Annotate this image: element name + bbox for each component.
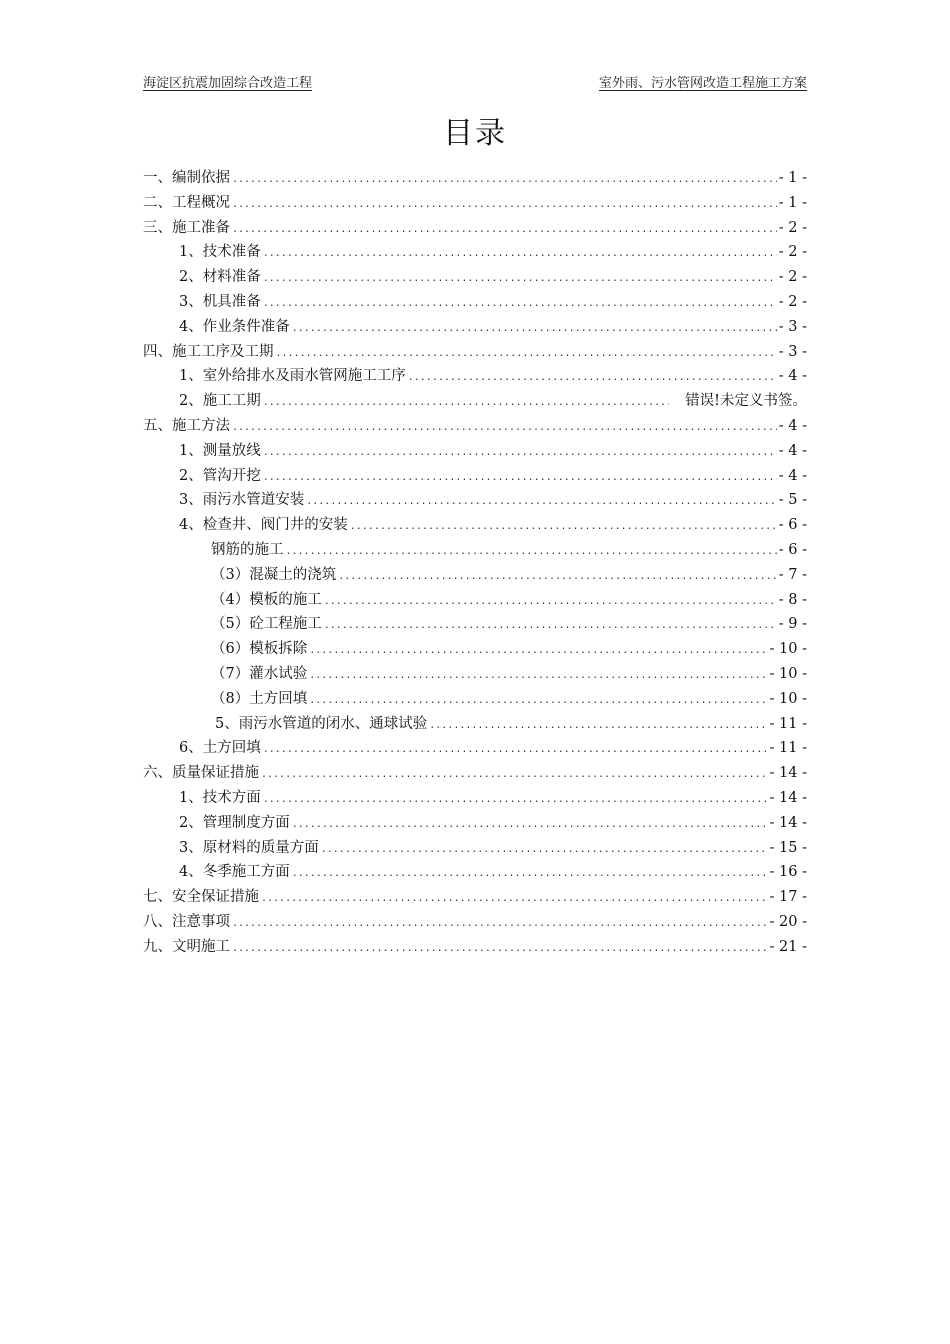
toc-entry-label: 3、机具准备 — [179, 293, 261, 310]
header-project-name: 海淀区抗震加固综合改造工程 — [143, 76, 313, 91]
toc-entry[interactable] — [143, 712, 807, 737]
toc-entry[interactable] — [143, 414, 807, 439]
toc-leader-dots — [232, 918, 768, 929]
toc-entry[interactable] — [143, 637, 807, 662]
toc-entry[interactable] — [143, 538, 807, 563]
toc-entry[interactable] — [143, 290, 807, 315]
toc-entry[interactable] — [143, 761, 807, 786]
toc-entry[interactable] — [143, 836, 807, 861]
toc-entry-label: 6、土方回填 — [179, 740, 261, 757]
toc-entry-page: - 15 - — [769, 839, 807, 856]
toc-leader-dots — [232, 422, 777, 433]
toc-entry-label: 1、技术方面 — [179, 789, 261, 806]
toc-entry-label: 六、质量保证措施 — [143, 765, 259, 782]
toc-entry[interactable] — [143, 736, 807, 761]
toc-leader-dots — [338, 571, 777, 582]
toc-entry-page: - 8 - — [778, 591, 807, 608]
toc-entry-page: - 1 - — [778, 170, 807, 186]
toc-entry-label: 五、施工方法 — [143, 417, 230, 434]
toc-entry[interactable] — [143, 439, 807, 464]
toc-entry-page: - 4 - — [778, 417, 807, 434]
toc-entry-page: - 5 - — [778, 492, 807, 509]
toc-entry[interactable] — [143, 315, 807, 340]
toc-entry[interactable] — [143, 860, 807, 885]
table-of-contents — [143, 166, 807, 960]
toc-entry-page: - 16 - — [769, 864, 807, 881]
toc-entry[interactable] — [143, 364, 807, 389]
toc-entry-page: - 6 - — [778, 541, 807, 558]
toc-entry-page: - 17 - — [769, 889, 807, 906]
toc-leader-dots — [324, 620, 777, 631]
toc-entry-page: - 3 - — [778, 343, 807, 360]
toc-leader-dots — [324, 596, 777, 607]
toc-entry-label: （7）灌水试验 — [211, 665, 308, 682]
toc-leader-dots — [292, 868, 768, 879]
toc-leader-dots — [321, 844, 768, 855]
toc-entry-page: - 14 - — [769, 765, 807, 782]
toc-entry-label: 4、作业条件准备 — [179, 318, 290, 335]
toc-leader-dots — [232, 943, 768, 954]
toc-entry-label: 3、原材料的质量方面 — [179, 839, 319, 856]
toc-entry-page: - 2 - — [778, 293, 807, 310]
toc-entry-page: - 20 - — [769, 913, 807, 930]
toc-entry-page: - 11 - — [769, 715, 807, 732]
toc-entry-page: - 9 - — [778, 616, 807, 633]
toc-leader-dots — [263, 472, 777, 483]
toc-entry[interactable] — [143, 786, 807, 811]
toc-leader-dots — [232, 174, 777, 185]
toc-entry[interactable] — [143, 935, 807, 960]
page-title: 目录 — [443, 116, 507, 151]
toc-entry-page: - 2 - — [778, 269, 807, 286]
toc-entry-page: - 4 - — [778, 368, 807, 385]
toc-leader-dots — [263, 273, 777, 284]
toc-entry-page: - 14 - — [769, 789, 807, 806]
toc-entry-page: - 2 - — [778, 244, 807, 261]
toc-entry[interactable] — [143, 662, 807, 687]
toc-entry-page: - 4 - — [778, 467, 807, 484]
toc-entry[interactable] — [143, 191, 807, 216]
toc-entry[interactable] — [143, 612, 807, 637]
toc-leader-dots — [309, 670, 767, 681]
toc-entry[interactable] — [143, 389, 807, 414]
toc-entry-page: - 14 - — [769, 814, 807, 831]
toc-entry-page: - 21 - — [769, 938, 807, 955]
toc-entry-page: - 2 - — [778, 219, 807, 236]
toc-leader-dots — [263, 298, 777, 309]
toc-entry-label: 2、材料准备 — [179, 269, 261, 286]
toc-entry[interactable] — [143, 885, 807, 910]
toc-entry-label: （6）模板拆除 — [211, 641, 308, 658]
toc-leader-dots — [286, 546, 777, 557]
toc-entry-page: - 1 - — [778, 194, 807, 211]
toc-entry[interactable] — [143, 464, 807, 489]
toc-entry-label: 1、室外给排水及雨水管网施工工序 — [179, 368, 406, 385]
toc-leader-dots — [263, 794, 768, 805]
toc-entry-label: 4、冬季施工方面 — [179, 864, 290, 881]
toc-entry[interactable] — [143, 513, 807, 538]
toc-entry[interactable] — [143, 488, 807, 513]
toc-entry-label: 5、雨污水管道的闭水、通球试验 — [215, 715, 428, 732]
header-document-title: 室外雨、污水管网改造工程施工方案 — [598, 76, 807, 91]
toc-entry-label: 九、文明施工 — [143, 938, 230, 955]
toc-entry-label: 三、施工准备 — [143, 219, 230, 236]
toc-entry[interactable] — [143, 166, 807, 191]
toc-leader-dots — [306, 496, 777, 507]
toc-entry-page: - 6 - — [778, 517, 807, 534]
toc-entry-label: （4）模板的施工 — [211, 591, 322, 608]
toc-entry[interactable] — [143, 340, 807, 365]
toc-entry[interactable] — [143, 687, 807, 712]
toc-leader-dots — [408, 372, 777, 383]
toc-entry-label: 1、测量放线 — [179, 442, 261, 459]
toc-entry-label: （3）混凝土的浇筑 — [211, 566, 337, 583]
toc-leader-dots — [429, 720, 767, 731]
toc-leader-dots — [292, 323, 777, 334]
toc-leader-dots — [261, 769, 768, 780]
toc-entry-label: （5）砼工程施工 — [211, 616, 322, 633]
toc-entry-page: - 11 - — [769, 740, 807, 757]
toc-entry[interactable] — [143, 563, 807, 588]
toc-entry-label: 七、安全保证措施 — [143, 889, 259, 906]
toc-entry-label: 4、检查井、阀门井的安装 — [179, 517, 348, 534]
toc-entry-label: 钢筋的施工 — [211, 541, 284, 558]
toc-leader-dots — [263, 397, 669, 408]
toc-leader-dots — [263, 248, 777, 259]
toc-entry-page: - 3 - — [778, 318, 807, 335]
toc-entry-label: 2、施工工期 — [179, 393, 261, 410]
toc-entry-label: 1、技术准备 — [179, 244, 261, 261]
toc-leader-dots — [232, 224, 777, 235]
toc-leader-dots — [276, 348, 777, 359]
toc-entry-page: - 4 - — [778, 442, 807, 459]
toc-entry[interactable] — [143, 216, 807, 241]
toc-leader-dots — [261, 893, 768, 904]
toc-entry-page: - 10 - — [769, 690, 807, 707]
toc-entry-label: 二、工程概况 — [143, 194, 230, 211]
toc-entry-label: 2、管沟开挖 — [179, 467, 261, 484]
toc-leader-dots — [263, 447, 777, 458]
toc-leader-dots — [263, 744, 768, 755]
toc-entry[interactable] — [143, 265, 807, 290]
toc-entry[interactable] — [143, 811, 807, 836]
toc-leader-dots — [292, 819, 768, 830]
toc-leader-dots — [309, 645, 767, 656]
toc-entry-page: - 10 - — [769, 665, 807, 682]
toc-entry[interactable] — [143, 588, 807, 613]
toc-bookmark-error: 错误!未定义书签。 — [685, 393, 807, 410]
toc-entry[interactable] — [143, 910, 807, 935]
toc-entry-label: 一、编制依据 — [143, 170, 230, 186]
toc-leader-dots — [309, 695, 767, 706]
toc-leader-dots — [350, 521, 777, 532]
toc-entry-label: 四、施工工序及工期 — [143, 343, 274, 360]
toc-entry-label: 八、注意事项 — [143, 913, 230, 930]
toc-entry[interactable] — [143, 240, 807, 265]
toc-entry-page: - 10 - — [769, 641, 807, 658]
toc-entry-page: - 7 - — [778, 566, 807, 583]
toc-entry-label: 2、管理制度方面 — [179, 814, 290, 831]
toc-entry-label: 3、雨污水管道安装 — [179, 492, 305, 509]
toc-entry-label: （8）土方回填 — [211, 690, 308, 707]
toc-leader-dots — [232, 199, 777, 210]
